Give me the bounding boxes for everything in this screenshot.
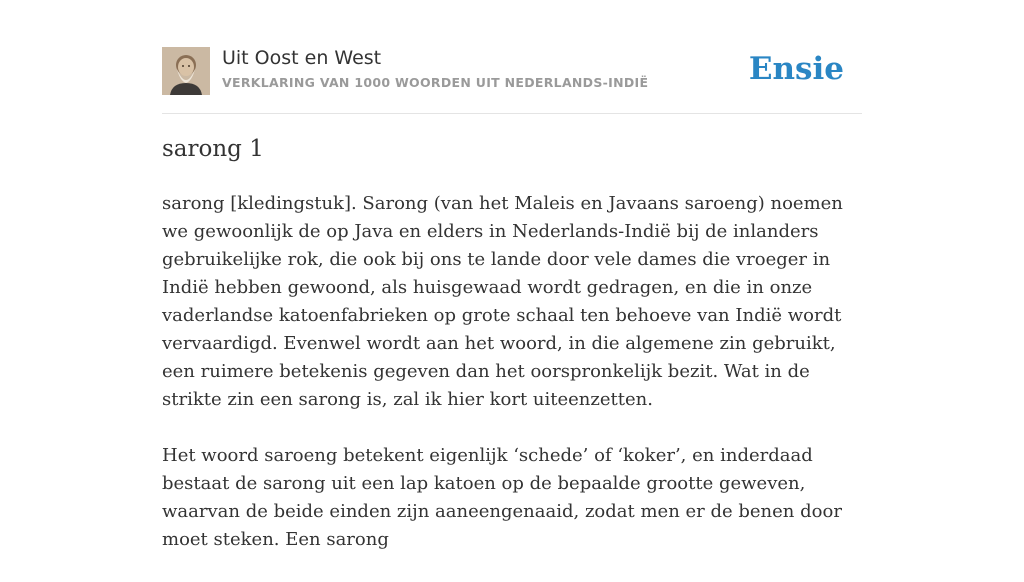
source-title[interactable]: Uit Oost en West xyxy=(222,47,382,69)
source-header xyxy=(162,47,862,114)
ensie-logo[interactable]: Ensie xyxy=(748,51,844,87)
entry-title: sarong 1 xyxy=(162,136,264,162)
entry-body xyxy=(162,190,862,582)
author-avatar[interactable] xyxy=(162,47,210,95)
source-subtitle: VERKLARING VAN 1000 WOORDEN UIT NEDERLANDS-INDIË xyxy=(222,75,649,90)
entry-paragraph: Het woord saroeng betekent eigenlijk ‘schede’ of ‘koker’, en inderdaad bestaat de sarong uit een lap katoen op de bepaalde grootte geweven, waarvan de beide einden zijn aaneengenaaid, zodat men er de benen door moet steken. Een sarong xyxy=(162,445,842,550)
author-portrait-icon xyxy=(162,47,210,95)
entry-paragraph: sarong [kledingstuk]. Sarong (van het Maleis en Javaans saroeng) noemen we gewoonlijk de op Java en elders in Nederlands-Indië bij de inlanders gebruikelijke rok, die ook bij ons te lande door vele dames die vroeger in Indië hebben gewoond, als huisgewaad wordt gedragen, en die in onze vaderlandse katoenfabrieken op grote schaal ten behoeve van Indië wordt vervaardigd. Evenwel wordt aan het woord, in die algemene zin gebruikt, een ruimere betekenis gegeven dan het oorspronkelijk bezit. Wat in de strikte zin een sarong is, zal ik hier kort uiteenzetten. xyxy=(162,193,843,410)
